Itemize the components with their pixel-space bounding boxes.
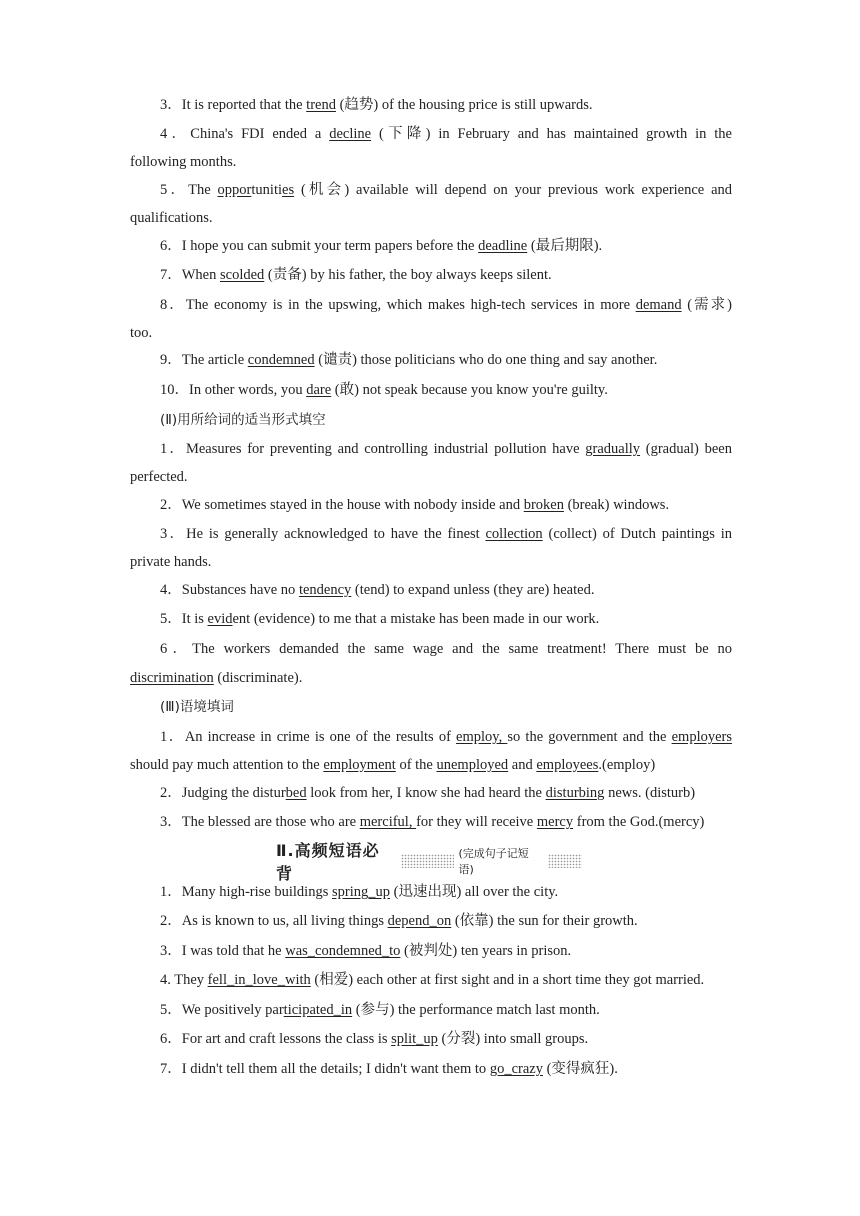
answer-blank: oppor xyxy=(217,182,252,198)
text-segment: (依靠) the sun for their growth. xyxy=(451,913,638,929)
part2-line xyxy=(130,552,732,572)
text-segment: (迅速出现) all over the city. xyxy=(389,884,559,900)
text-segment: 1．Many high-rise buildings xyxy=(160,884,332,900)
answer-blank: es xyxy=(282,182,295,198)
text-segment: (谴责) those politicians who do one thing and say another. xyxy=(314,352,658,368)
part1-line xyxy=(130,323,732,343)
answer-blank: tendency xyxy=(298,582,352,598)
text-segment: (被判处) ten years in prison. xyxy=(400,943,572,959)
text-segment: 10．In other words, you xyxy=(160,382,307,398)
text-segment: 6．The workers demanded the same wage and the same treatment! There must be no xyxy=(160,641,732,657)
text-segment: for they will receive xyxy=(416,814,537,830)
text-segment: 5．We positively par xyxy=(160,1002,284,1018)
text-segment: (需求) xyxy=(681,297,732,313)
text-segment: too. xyxy=(130,325,153,341)
part1-line xyxy=(130,295,732,315)
text-segment: 3．It is reported that the xyxy=(160,97,307,113)
answer-blank: employment xyxy=(323,757,396,773)
part2-line xyxy=(130,609,732,629)
text-segment: (分裂) into small groups. xyxy=(437,1031,589,1047)
subsection-heading: (Ⅲ)语境填词 xyxy=(160,699,234,715)
text-segment: (gradual) been xyxy=(640,441,732,457)
answer-blank: go_crazy xyxy=(489,1061,543,1077)
text-segment: (责备) by his father, the boy always keeps silent. xyxy=(264,267,552,283)
part1-line xyxy=(130,124,732,144)
part1-line xyxy=(130,180,732,200)
text-segment: (参与) the performance match last month. xyxy=(352,1002,600,1018)
part3-line xyxy=(130,812,732,832)
text-segment: 3．I was told that he xyxy=(160,943,286,959)
text-segment: news. (disturb) xyxy=(604,785,696,801)
text-segment: tuniti xyxy=(251,182,283,198)
text-segment: (discriminate). xyxy=(213,670,303,686)
text-segment: 1．An increase in crime is one of the results of xyxy=(160,729,457,745)
text-segment: 4．China's FDI ended a xyxy=(160,126,330,142)
answer-blank: evid xyxy=(207,611,233,627)
answer-blank: ticipated_in xyxy=(283,1002,353,1018)
section-title-subtitle: (完成句子记短语) xyxy=(458,847,529,876)
answer-blank: trend xyxy=(306,97,336,113)
text-segment: private hands. xyxy=(130,554,212,570)
subsection-heading: (Ⅱ)用所给词的适当形式填空 xyxy=(160,412,326,428)
text-segment: qualifications. xyxy=(130,210,213,226)
answer-blank: scolded xyxy=(220,267,265,283)
answer-blank: condemned xyxy=(247,352,315,368)
part3-line xyxy=(130,783,732,803)
answer-blank: gradually xyxy=(585,441,641,457)
text-segment: .(employ) xyxy=(598,757,656,773)
part1-line xyxy=(130,208,732,228)
answer-blank: employ, xyxy=(456,729,508,745)
text-segment: perfected. xyxy=(130,469,188,485)
part1-line xyxy=(130,380,732,400)
text-segment: (变得疯狂). xyxy=(542,1061,618,1077)
text-segment: of the xyxy=(395,757,437,773)
part2-line xyxy=(130,495,732,515)
text-segment: 6．For art and craft lessons the class is xyxy=(160,1031,392,1047)
part2-line xyxy=(130,639,732,659)
text-segment: (相爱) each other at first sight and in a short time they got married. xyxy=(310,972,705,988)
answer-blank: collection xyxy=(485,526,543,542)
section-title-main: Ⅱ.高频短语必背 xyxy=(276,841,380,883)
part4-line xyxy=(130,941,732,961)
answer-blank: deadline xyxy=(478,238,528,254)
text-segment: should pay much attention to the xyxy=(130,757,324,773)
text-segment: 4．Substances have no xyxy=(160,582,299,598)
part3-line xyxy=(130,755,732,775)
answer-blank: disturbing xyxy=(545,785,605,801)
text-segment: (敢) not speak because you know you're guilty. xyxy=(331,382,608,398)
part4-line xyxy=(130,1000,732,1020)
answer-blank: employees xyxy=(536,757,599,773)
part2-line xyxy=(130,524,732,544)
part2-line xyxy=(130,580,732,600)
text-segment: 2．As is known to us, all living things xyxy=(160,913,388,929)
text-segment: and xyxy=(508,757,537,773)
text-segment: (tend) to expand unless (they are) heated. xyxy=(351,582,595,598)
answer-blank: bed xyxy=(285,785,307,801)
text-segment: (机会) available will depend on your previous work experience and xyxy=(294,182,733,198)
answer-blank: demand xyxy=(635,297,682,313)
text-segment: 1．Measures for preventing and controlling industrial pollution have xyxy=(160,441,586,457)
text-segment: 7．When xyxy=(160,267,220,283)
text-segment: 8．The economy is in the upswing, which makes high-tech services in more xyxy=(160,297,636,313)
section-title xyxy=(276,841,586,883)
text-segment: from the God.(mercy) xyxy=(573,814,705,830)
part2-line xyxy=(130,439,732,459)
part4-line xyxy=(130,1029,732,1049)
answer-blank: depend_on xyxy=(387,913,452,929)
text-segment: look from her, I know she had heard the xyxy=(306,785,546,801)
answer-blank: discrimination xyxy=(130,670,214,686)
text-segment: so the government and the xyxy=(507,729,672,745)
answer-blank: split_up xyxy=(391,1031,438,1047)
part1-line xyxy=(130,95,732,115)
text-segment: (最后期限). xyxy=(527,238,603,254)
part2-line xyxy=(130,668,732,688)
dotted-pattern xyxy=(401,854,455,868)
text-segment: (下降) in February and has maintained growth in the xyxy=(371,126,732,142)
part2-line xyxy=(130,467,732,487)
text-segment: 7．I didn't tell them all the details; I didn't want them to xyxy=(160,1061,490,1077)
part1-line xyxy=(130,265,732,285)
answer-blank: was_condemned_to xyxy=(285,943,401,959)
part4-line xyxy=(130,970,732,990)
answer-blank: employers xyxy=(671,729,733,745)
part1-line xyxy=(130,350,732,370)
part4-line xyxy=(130,882,732,902)
answer-blank: spring_up xyxy=(331,884,390,900)
text-segment: 9．The article xyxy=(160,352,248,368)
answer-blank: unemployed xyxy=(436,757,509,773)
text-segment: (break) windows. xyxy=(563,497,670,513)
part1-line xyxy=(130,236,732,256)
answer-blank: broken xyxy=(523,497,564,513)
answer-blank: dare xyxy=(306,382,332,398)
part4-line xyxy=(130,911,732,931)
text-segment: (趋势) of the housing price is still upwards. xyxy=(335,97,593,113)
part1-line xyxy=(130,152,732,172)
part4-line xyxy=(130,1059,732,1079)
text-segment: 4. They xyxy=(160,972,208,988)
text-segment: (collect) of Dutch paintings in xyxy=(542,526,733,542)
text-segment: 2．Judging the distur xyxy=(160,785,286,801)
text-segment: 5．It is xyxy=(160,611,208,627)
text-segment: 5．The xyxy=(160,182,218,198)
dotted-pattern xyxy=(548,854,582,868)
answer-blank: merciful, xyxy=(359,814,417,830)
text-segment: following months. xyxy=(130,154,237,170)
part3-line xyxy=(130,727,732,747)
text-segment: 6．I hope you can submit your term papers before the xyxy=(160,238,479,254)
text-segment: 2．We sometimes stayed in the house with nobody inside and xyxy=(160,497,524,513)
text-segment: ent (evidence) to me that a mistake has been made in our work. xyxy=(232,611,600,627)
answer-blank: decline xyxy=(329,126,372,142)
text-segment: 3．He is generally acknowledged to have the finest xyxy=(160,526,486,542)
text-segment: 3．The blessed are those who are xyxy=(160,814,360,830)
answer-blank: mercy xyxy=(536,814,574,830)
answer-blank: fell_in_love_with xyxy=(207,972,311,988)
